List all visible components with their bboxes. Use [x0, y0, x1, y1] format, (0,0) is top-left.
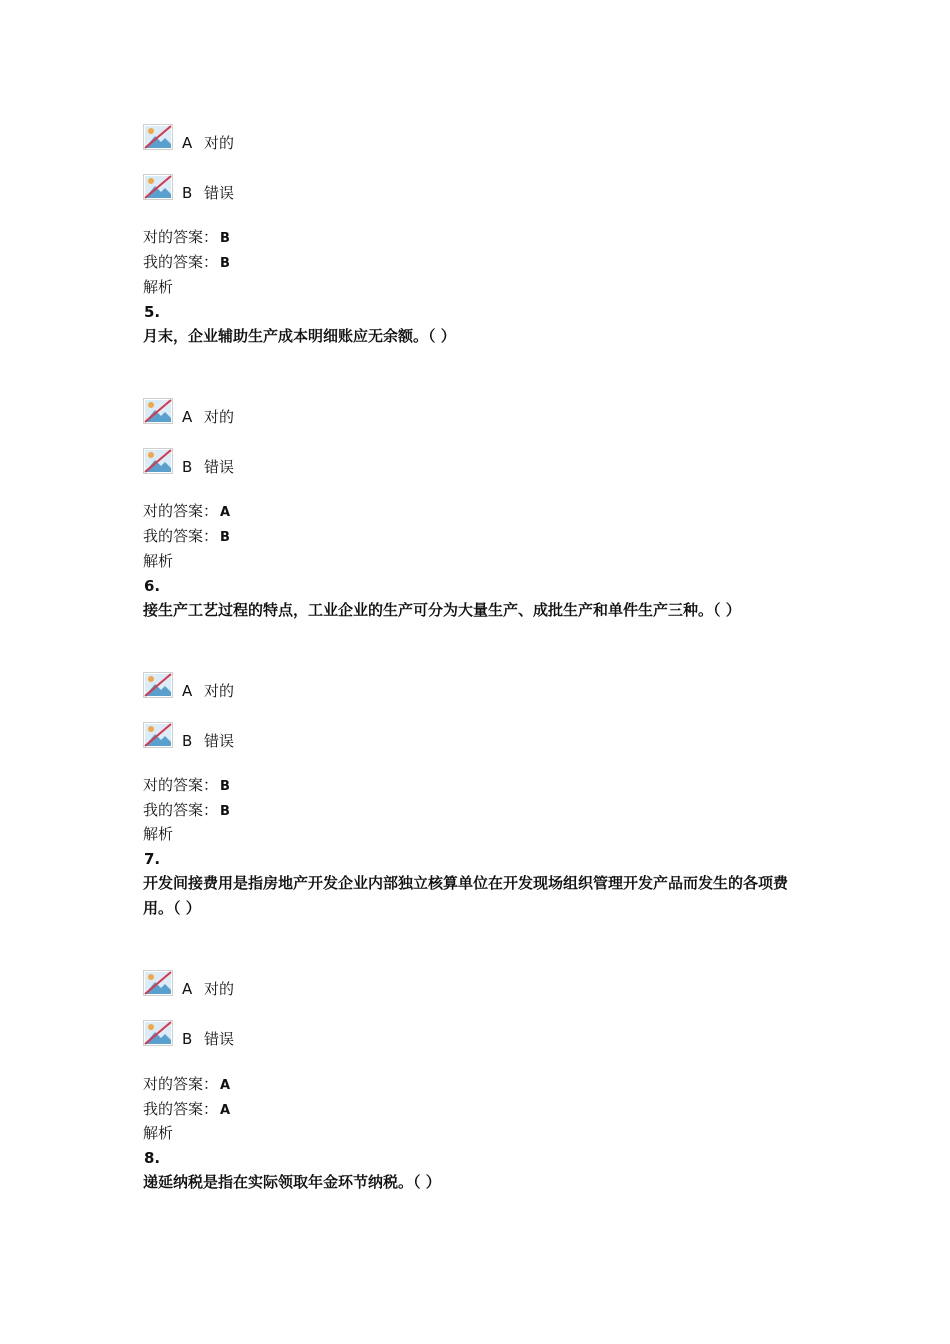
option-a-row[interactable]	[143, 124, 234, 154]
question-number: 5.	[144, 303, 161, 321]
option-text: 对的	[204, 682, 235, 700]
option-letter: A	[182, 980, 193, 998]
option-letter: A	[182, 408, 193, 426]
broken-image-icon	[143, 124, 173, 150]
option-text: 错误	[204, 732, 235, 750]
analysis-label[interactable]: 解析	[143, 278, 174, 296]
option-text: 错误	[204, 458, 235, 476]
broken-image-icon	[143, 1020, 173, 1046]
option-text: 对的	[204, 980, 235, 998]
my-answer-line	[143, 801, 230, 821]
my-answer-label: 我的答案：	[143, 253, 219, 271]
analysis-label[interactable]: 解析	[143, 552, 174, 570]
option-text: 对的	[204, 134, 235, 152]
correct-answer-value: B	[220, 779, 230, 794]
option-a-row[interactable]	[143, 398, 234, 428]
correct-answer-label: 对的答案：	[143, 1075, 219, 1093]
option-text: 错误	[204, 184, 235, 202]
correct-answer-label: 对的答案：	[143, 776, 219, 794]
correct-answer-line	[143, 502, 230, 522]
question-text: 递延纳税是指在实际领取年金环节纳税。（ ）	[143, 1173, 441, 1191]
option-a-row[interactable]	[143, 672, 234, 702]
my-answer-value: B	[220, 530, 230, 545]
my-answer-line	[143, 1100, 230, 1120]
option-text: 对的	[204, 408, 235, 426]
broken-image-icon	[143, 672, 173, 698]
correct-answer-label: 对的答案：	[143, 502, 219, 520]
broken-image-icon	[143, 174, 173, 200]
option-letter: B	[182, 732, 193, 750]
option-b-row[interactable]	[143, 1020, 234, 1050]
correct-answer-label: 对的答案：	[143, 228, 219, 246]
broken-image-icon	[143, 448, 173, 474]
my-answer-line	[143, 527, 230, 547]
broken-image-icon	[143, 970, 173, 996]
question-text: 月末，企业辅助生产成本明细账应无余额。（ ）	[143, 327, 456, 345]
correct-answer-line	[143, 1075, 230, 1095]
correct-answer-value: B	[220, 231, 230, 246]
my-answer-value: B	[220, 256, 230, 271]
option-letter: A	[182, 134, 193, 152]
question-text: 接生产工艺过程的特点，工业企业的生产可分为大量生产、成批生产和单件生产三种。（ ）	[143, 601, 741, 619]
my-answer-value: B	[220, 804, 230, 819]
option-letter: A	[182, 682, 193, 700]
my-answer-value: A	[220, 1103, 231, 1118]
question-number: 8.	[144, 1149, 161, 1167]
my-answer-label: 我的答案：	[143, 801, 219, 819]
correct-answer-value: A	[220, 505, 231, 520]
analysis-label[interactable]: 解析	[143, 825, 174, 843]
my-answer-label: 我的答案：	[143, 1100, 219, 1118]
option-letter: B	[182, 458, 193, 476]
option-b-row[interactable]	[143, 448, 234, 478]
question-text: 开发间接费用是指房地产开发企业内部独立核算单位在开发现场组织管理开发产品而发生的各项费用。（ ）	[143, 874, 789, 917]
my-answer-line	[143, 253, 230, 273]
correct-answer-value: A	[220, 1078, 231, 1093]
analysis-label[interactable]: 解析	[143, 1124, 174, 1142]
option-letter: B	[182, 1030, 193, 1048]
option-b-row[interactable]	[143, 174, 234, 204]
option-letter: B	[182, 184, 193, 202]
option-b-row[interactable]	[143, 722, 234, 752]
option-a-row[interactable]	[143, 970, 234, 1000]
broken-image-icon	[143, 722, 173, 748]
broken-image-icon	[143, 398, 173, 424]
correct-answer-line	[143, 776, 230, 796]
correct-answer-line	[143, 228, 230, 248]
my-answer-label: 我的答案：	[143, 527, 219, 545]
question-number: 6.	[144, 577, 161, 595]
question-number: 7.	[144, 850, 161, 868]
option-text: 错误	[204, 1030, 235, 1048]
